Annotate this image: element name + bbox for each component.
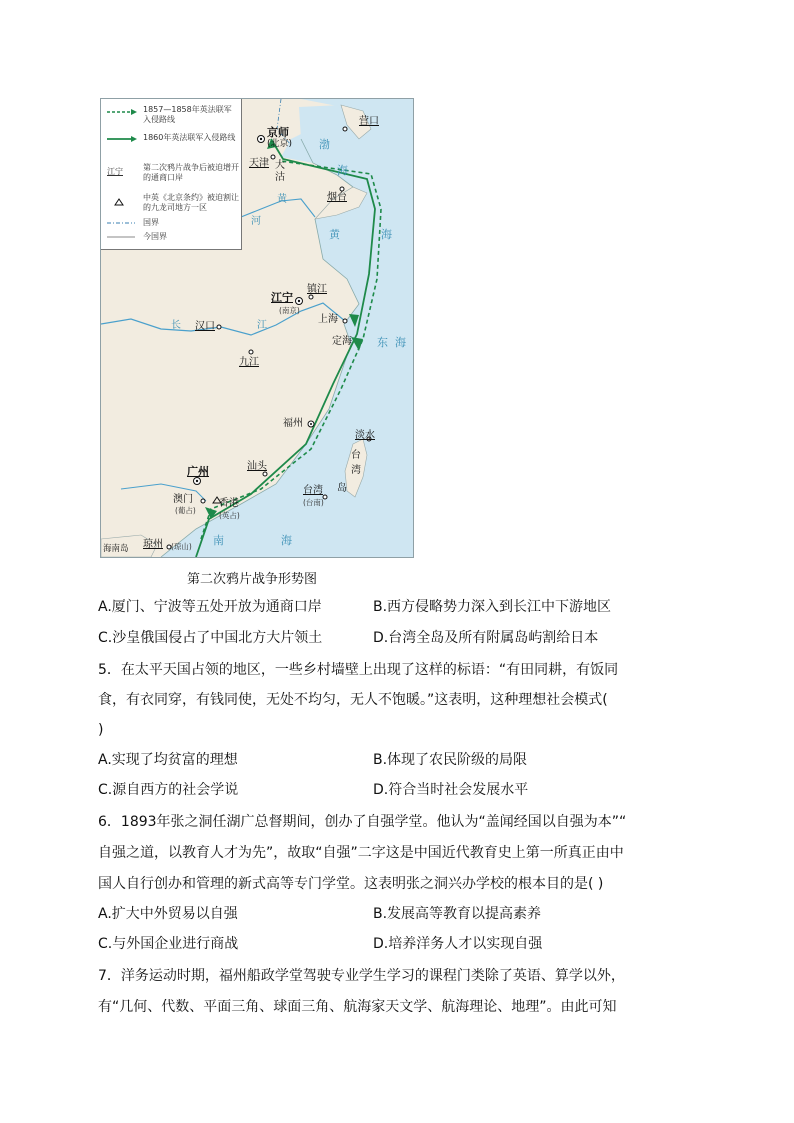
q4-option-d: D.台湾全岛及所有附属岛屿割给日本 (373, 630, 599, 646)
q5-option-c: C.源自西方的社会学说 (98, 782, 239, 798)
label-donghai-1: 东 (377, 336, 388, 349)
q4-option-a: A.厦门、宁波等五处开放为通商口岸 (98, 599, 322, 615)
label-hankou: 汉口 (195, 321, 215, 332)
yellow-river (236, 199, 315, 219)
legend-kowloon-desc: 中英《北京条约》被迫割让的九龙司地方一区 (143, 193, 239, 212)
q6-option-b: B.发展高等教育以提高素养 (373, 906, 542, 922)
label-shanghai: 上海 (318, 314, 338, 325)
label-tainan: (台南) (303, 498, 324, 507)
label-hongkong: 香港 (219, 498, 239, 509)
q6-option-c: C.与外国企业进行商战 (98, 936, 239, 952)
label-dinghai: 定海 (332, 336, 352, 347)
legend-port-desc: 第二次鸦片战争后被迫增开的通商口岸 (143, 163, 239, 182)
label-macau: 澳门 (173, 494, 193, 505)
q5-stem-line-1: 5．在太平天国占领的地区，一些乡村墙壁上出现了这样的标语：“有田同耕，有饭同 (98, 662, 619, 678)
label-qiongzhou: 琼州 (143, 539, 163, 550)
label-fuzhou: 福州 (283, 418, 303, 429)
label-beijing: (北京) (267, 139, 293, 149)
q5-option-d: D.符合当时社会发展水平 (373, 782, 529, 798)
label-zhenjiang: 镇江 (307, 284, 327, 295)
label-taiwan-port: 台湾 (303, 485, 323, 496)
label-changjiang-1: 长 (171, 320, 181, 331)
label-huanghai-2: 海 (381, 228, 392, 241)
label-bo-1: 渤 (319, 138, 330, 151)
label-taiwan-2: 湾 (351, 465, 361, 476)
q6-stem-line-2: 自强之道，以教育人才为先”，故取“自强”二字这是中国近代教育史上第一所真正由中 (98, 845, 624, 861)
legend-today-border: 今国界 (143, 232, 167, 241)
label-nanhai-2: 海 (281, 534, 292, 547)
q6-stem-line-3: 国人自行创办和管理的新式高等专门学堂。这表明张之洞兴办学校的根本目的是( ) (98, 876, 604, 892)
q5-stem-line-3: ) (98, 722, 104, 738)
label-jiangning: 江宁 (271, 291, 293, 304)
q4-option-c: C.沙皇俄国侵占了中国北方大片领土 (98, 630, 323, 646)
label-macau-note: (葡占) (175, 506, 196, 515)
label-taiwan-1: 台 (351, 450, 361, 461)
label-nanhai-1: 南 (213, 534, 224, 547)
q4-option-b: B.西方侵略势力深入到长江中下游地区 (373, 599, 612, 615)
label-danshui: 淡水 (355, 430, 375, 441)
opium-war-map (100, 98, 414, 558)
label-changjiang-2: 江 (257, 320, 267, 331)
label-yingkou: 营口 (359, 116, 379, 127)
legend-port-sample: 江宁 (107, 167, 123, 176)
label-hongkong-note: (英占) (219, 511, 240, 520)
label-tianjin: 天津 (249, 158, 269, 169)
map-legend (101, 99, 242, 250)
q6-option-a: A.扩大中外贸易以自强 (98, 906, 238, 922)
q7-stem-line-2: 有“几何、代数、平面三角、球面三角、航海家天文学、航海理论、地理”。由此可知 (98, 999, 617, 1015)
label-taiwan-3: 岛 (337, 483, 347, 494)
label-shantou: 汕头 (247, 461, 267, 472)
label-huanghe-1: 黄 (277, 194, 287, 205)
map-caption: 第二次鸦片战争形势图 (187, 572, 318, 587)
label-hainan: 海南岛 (103, 544, 129, 554)
q7-stem-line-1: 7．洋务运动时期，福州船政学堂驾驶专业学生学习的课程门类除了英语、算学以外， (98, 968, 625, 984)
label-guangzhou: 广州 (187, 465, 209, 478)
label-dagu-1: 大 (275, 160, 285, 171)
label-dagu-2: 沽 (275, 172, 285, 183)
label-huanghe-2: 河 (251, 216, 261, 227)
q6-stem-line-1: 6．1893年张之洞任湖广总督期间，创办了自强学堂。他认为“盖闻经国以自强为本”“ (98, 814, 627, 830)
legend-route-1857: 1857—1858年英法联军入侵路线 (143, 105, 232, 124)
q5-option-b: B.体现了农民阶级的局限 (373, 752, 528, 768)
legend-national-border: 国界 (143, 218, 159, 227)
label-bo-2: 海 (337, 164, 348, 177)
q5-stem-line-2: 食，有衣同穿，有钱同使，无处不均匀，无人不饱暖。”这表明，这种理想社会模式( (98, 692, 608, 708)
yangtze-river (101, 303, 345, 335)
legend-route-1860: 1860年英法联军入侵路线 (143, 133, 236, 142)
label-donghai-2: 海 (395, 336, 406, 349)
label-qiongshan: (琼山) (171, 542, 192, 551)
label-jiujiang: 九江 (239, 357, 259, 368)
label-yantai: 烟台 (327, 192, 347, 203)
label-huanghai-1: 黄 (329, 228, 340, 241)
q6-option-d: D.培养洋务人才以实现自强 (373, 936, 543, 952)
q5-option-a: A.实现了均贫富的理想 (98, 752, 238, 768)
label-nanjing: (南京) (279, 306, 300, 315)
label-jingshi: 京师 (267, 126, 289, 139)
